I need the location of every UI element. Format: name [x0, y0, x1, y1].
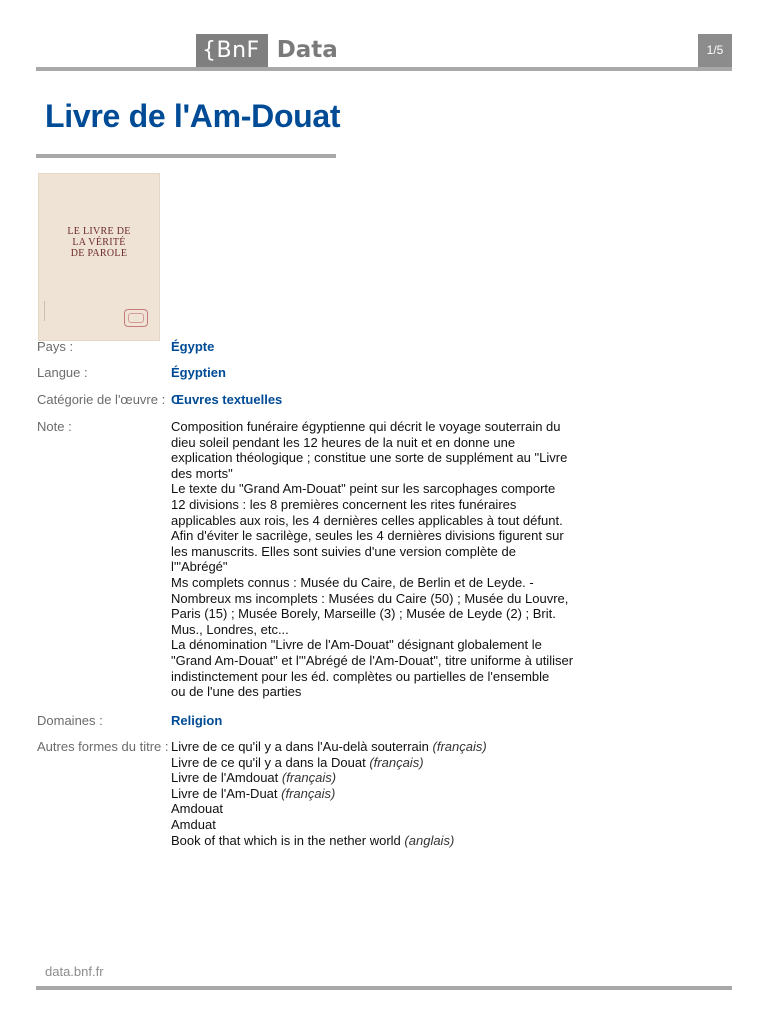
- field-value-pays[interactable]: Égypte: [171, 339, 215, 354]
- alt-title-text: Livre de l'Amdouat: [171, 770, 279, 786]
- note-line: Afin d'éviter le sacrilège, seules les 4 dernières divisions figurent sur: [171, 528, 564, 544]
- alt-title-item: [171, 801, 563, 817]
- note-line: Le texte du "Grand Am-Douat" peint sur les sarcophages comporte: [171, 481, 556, 497]
- book-cover-image[interactable]: [38, 173, 160, 341]
- note-line: La dénomination "Livre de l'Am-Douat" désignant globalement le: [171, 637, 542, 653]
- field-label-pays: Pays :: [37, 339, 74, 354]
- header-divider: [36, 67, 732, 71]
- alt-title-lang: (anglais): [404, 832, 455, 848]
- note-line: l'"Abrégé": [171, 559, 228, 575]
- brand-logo[interactable]: [196, 34, 338, 67]
- note-line: explication théologique ; constitue une sorte de supplément au "Livre: [171, 450, 568, 466]
- alt-title-text: Amdouat: [171, 801, 224, 817]
- alt-title-text: Livre de ce qu'il y a dans la Douat: [171, 754, 366, 770]
- alt-title-lang: (français): [281, 785, 336, 801]
- note-line: dieu soleil pendant les 12 heures de la nuit et en donne une: [171, 434, 516, 450]
- page-indicator: 1/5: [698, 34, 732, 71]
- field-value-note: [171, 419, 574, 700]
- alt-title-item: [171, 817, 563, 833]
- note-line: Mus., Londres, etc...: [171, 621, 289, 637]
- cover-shelfmark: [44, 301, 55, 321]
- field-label-categorie: Catégorie de l'œuvre :: [37, 392, 166, 407]
- cover-title-line: LE LIVRE DE: [67, 226, 131, 237]
- footer-divider: [36, 986, 732, 990]
- note-line: 12 divisions : les 8 premières concernent les rites funéraires: [171, 496, 517, 512]
- cover-title: [38, 226, 160, 259]
- brand-bnf-mark: {BnF: [196, 34, 268, 67]
- cover-title-line: DE PAROLE: [70, 248, 128, 259]
- note-line: indistinctement pour les éd. complètes ou partielles de l'ensemble: [171, 668, 550, 684]
- note-line: Nombreux ms incomplets : Musées du Caire (50) ; Musée du Louvre,: [171, 590, 569, 606]
- note-line: Paris (15) ; Musée Borely, Marseille (3) ; Musée de Leyde (2) ; Brit.: [171, 606, 556, 622]
- field-value-langue[interactable]: Égyptien: [171, 365, 226, 380]
- field-label-langue: Langue :: [37, 365, 88, 380]
- alt-title-lang: (français): [369, 754, 424, 770]
- note-line: "Grand Am-Douat" et l'"Abrégé de l'Am-Douat", titre uniforme à utiliser: [171, 652, 574, 668]
- alt-title-item: [171, 755, 563, 771]
- field-value-domaines[interactable]: Religion: [171, 713, 223, 728]
- note-line: Composition funéraire égyptienne qui décrit le voyage souterrain du: [171, 419, 561, 434]
- alt-title-item: [171, 739, 563, 755]
- field-value-categorie[interactable]: Œuvres textuelles: [171, 392, 283, 407]
- field-label-note: Note :: [37, 419, 72, 434]
- alt-title-text: Book of that which is in the nether world: [171, 832, 401, 848]
- note-line: Ms complets connus : Musée du Caire, de Berlin et de Leyde. -: [171, 574, 534, 590]
- field-value-autres-formes: [171, 739, 563, 848]
- cover-title-line: LA VÉRITÉ: [72, 237, 126, 248]
- title-divider: [36, 154, 336, 158]
- page-title: Livre de l'Am-Douat: [45, 98, 341, 134]
- note-line: les manuscrits. Elles sont suivies d'une version complète de: [171, 543, 516, 559]
- field-label-autres-formes: Autres formes du titre :: [37, 739, 169, 754]
- alt-title-item: [171, 833, 563, 849]
- alt-title-text: Amduat: [171, 816, 216, 832]
- brand-data-label: Data: [276, 37, 338, 63]
- field-label-domaines: Domaines :: [37, 713, 103, 728]
- note-line: applicables aux rois, les 4 dernières celles applicables à tout défunt.: [171, 512, 563, 528]
- library-stamp-icon: [124, 309, 148, 327]
- alt-title-lang: (français): [281, 770, 337, 786]
- note-line: ou de l'une des parties: [171, 684, 302, 700]
- alt-title-item: [171, 770, 563, 786]
- alt-title-item: [171, 786, 563, 802]
- note-line: des morts": [171, 465, 233, 481]
- footer-url[interactable]: data.bnf.fr: [45, 964, 104, 979]
- alt-title-text: Livre de l'Am-Duat: [171, 785, 278, 801]
- alt-title-text: Livre de ce qu'il y a dans l'Au-delà souterrain: [171, 739, 429, 754]
- alt-title-lang: (français): [432, 739, 487, 754]
